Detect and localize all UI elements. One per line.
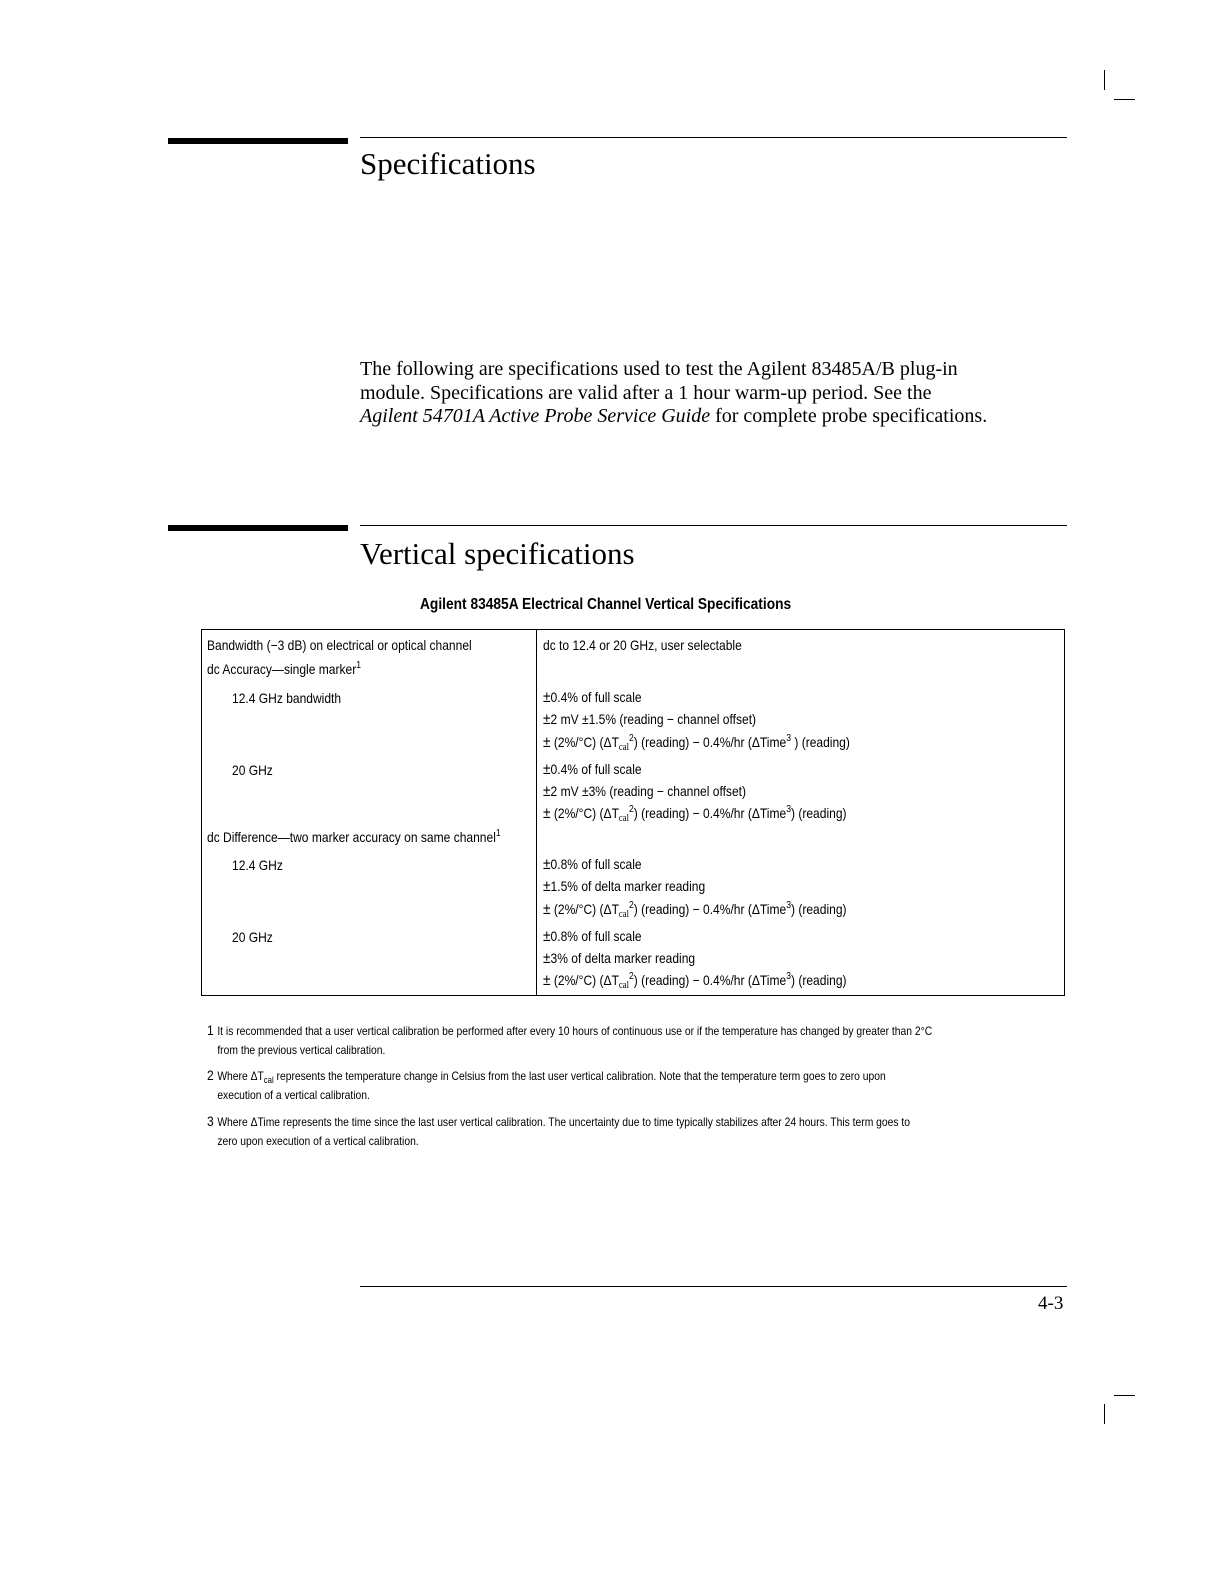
value-text: 0.8% of full scale xyxy=(550,856,642,872)
footnote-text: Where ΔTime represents the time since the last user vertical calibration. The uncertainty due to time typically stabilizes after 24 hours. This term goes to xyxy=(217,1115,911,1129)
value-text: ) (reading) xyxy=(790,734,850,750)
footnote-ref-1: 1 xyxy=(356,660,362,671)
footnote-text: It is recommended that a user vertical calibration be performed after every 10 hours of continuous use or if the temperature has changed by greater than 2°C xyxy=(217,1024,933,1038)
intro-paragraph xyxy=(360,358,1080,429)
intro-line-3 xyxy=(360,405,1080,429)
dc-difference-label xyxy=(207,829,501,845)
footnote-2-line-1 xyxy=(207,1066,1067,1086)
diff124-delta xyxy=(543,878,705,896)
footnote-1-line-2: from the previous vertical calibration. xyxy=(217,1043,386,1057)
value-text: ) (reading) − 0.4%/hr (ΔTime xyxy=(633,972,787,988)
subscript-cal: cal xyxy=(618,742,629,753)
guide-title: Agilent 54701A Active Probe Service Guide xyxy=(360,405,711,427)
plus-minus-glyph: ± xyxy=(543,878,551,895)
value-text: ) (reading) xyxy=(790,805,847,821)
diff20-delta xyxy=(543,950,695,968)
value-text: ) (reading) xyxy=(790,901,847,917)
bandwidth-value: dc to 12.4 or 20 GHz, user selectable xyxy=(543,637,742,653)
crop-mark-bottom-right-horizontal xyxy=(1114,1395,1135,1396)
value-text: (2%/°C) (ΔT xyxy=(550,734,619,750)
value-text: 2 mV ±1.5% (reading − channel offset) xyxy=(550,711,757,727)
plus-minus-glyph: ± xyxy=(543,761,551,778)
value-text: 1.5% of delta marker reading xyxy=(550,878,706,894)
subscript-cal: cal xyxy=(618,909,629,920)
diff124-temperature-term xyxy=(543,901,847,919)
plus-minus-glyph: ± xyxy=(543,805,551,822)
plus-minus-glyph: ± xyxy=(543,711,551,728)
subscript-cal: cal xyxy=(618,980,629,991)
footnote-3-line-1 xyxy=(207,1112,1067,1132)
acc20-offset xyxy=(543,783,746,801)
footnote-ref-2: 2 xyxy=(628,900,634,911)
page-title: Specifications xyxy=(360,146,536,181)
footnote-number: 3 xyxy=(207,1113,214,1129)
acc124-temperature-term xyxy=(543,734,850,752)
plus-minus-glyph: ± xyxy=(543,950,551,967)
plus-minus-glyph: ± xyxy=(543,783,551,800)
footnote-3 xyxy=(207,1112,1207,1151)
plus-minus-glyph: ± xyxy=(543,901,551,918)
footnote-number: 2 xyxy=(207,1067,214,1083)
row-label-12-4-ghz-bandwidth: 12.4 GHz bandwidth xyxy=(232,690,342,706)
footnote-ref-3: 3 xyxy=(786,900,791,911)
footnote-1 xyxy=(207,1021,1207,1060)
diff20-full-scale xyxy=(543,928,642,946)
section-rule-vertical xyxy=(360,525,1067,526)
section-rule-specifications xyxy=(360,137,1067,138)
footnote-2 xyxy=(207,1066,1207,1105)
footnote-text: represents the temperature change in Celsius from the last user vertical calibration. Note that the temperature term goes to zero upon xyxy=(273,1069,886,1083)
value-text: (2%/°C) (ΔT xyxy=(550,972,619,988)
footnote-ref-2: 2 xyxy=(628,971,634,982)
row-label-20-ghz-difference: 20 GHz xyxy=(232,929,273,945)
section-title-vertical: Vertical specifications xyxy=(360,536,635,571)
footnote-3-line-2: zero upon execution of a vertical calibration. xyxy=(217,1134,419,1148)
acc124-offset xyxy=(543,711,756,729)
crop-mark-top-right-horizontal xyxy=(1114,99,1135,100)
value-text: 3% of delta marker reading xyxy=(550,950,696,966)
section-bar-vertical xyxy=(168,525,348,531)
footnote-ref-2: 2 xyxy=(628,804,634,815)
intro-line-3-tail: for complete probe specifications. xyxy=(710,405,988,427)
value-text: 0.8% of full scale xyxy=(550,928,642,944)
footnote-ref-3: 3 xyxy=(786,804,791,815)
footer-rule xyxy=(360,1286,1067,1287)
plus-minus-glyph: ± xyxy=(543,972,551,989)
value-text: ) (reading) xyxy=(790,972,847,988)
dc-accuracy-text: dc Accuracy—single marker xyxy=(207,661,357,677)
intro-line-2: module. Specifications are valid after a 1 hour warm-up period. See the xyxy=(360,381,932,404)
acc20-temperature-term xyxy=(543,805,847,823)
bandwidth-label: Bandwidth (−3 dB) on electrical or optical channel xyxy=(207,637,472,653)
row-label-20-ghz-accuracy: 20 GHz xyxy=(232,762,273,778)
footnote-ref-2: 2 xyxy=(628,733,634,744)
diff124-full-scale xyxy=(543,856,642,874)
dc-accuracy-label xyxy=(207,661,361,677)
footnote-ref-3: 3 xyxy=(786,733,791,744)
value-text: ) (reading) − 0.4%/hr (ΔTime xyxy=(633,805,787,821)
value-text: (2%/°C) (ΔT xyxy=(550,901,619,917)
crop-mark-top-right-vertical xyxy=(1104,70,1105,90)
plus-minus-glyph: ± xyxy=(543,856,551,873)
intro-line-1: The following are specifications used to test the Agilent 83485A/B plug-in xyxy=(360,358,958,380)
footnote-ref-1: 1 xyxy=(495,828,501,839)
value-text: (2%/°C) (ΔT xyxy=(550,805,619,821)
value-text: 0.4% of full scale xyxy=(550,761,642,777)
footnote-2-line-2: execution of a vertical calibration. xyxy=(217,1088,370,1102)
plus-minus-glyph: ± xyxy=(543,928,551,945)
page-number: 4-3 xyxy=(1038,1293,1064,1314)
value-text: ) (reading) − 0.4%/hr (ΔTime xyxy=(633,901,787,917)
dc-difference-text: dc Difference—two marker accuracy on same channel xyxy=(207,829,496,845)
value-text: 0.4% of full scale xyxy=(550,689,642,705)
crop-mark-bottom-right-vertical xyxy=(1104,1404,1105,1424)
table-column-divider xyxy=(536,629,537,996)
acc20-full-scale xyxy=(543,761,642,779)
subscript-cal: cal xyxy=(618,813,629,824)
footnote-ref-3: 3 xyxy=(786,971,791,982)
value-text: 2 mV ±3% (reading − channel offset) xyxy=(550,783,747,799)
plus-minus-glyph: ± xyxy=(543,689,551,706)
row-label-12-4-ghz-difference: 12.4 GHz xyxy=(232,857,283,873)
acc124-full-scale xyxy=(543,689,642,707)
footnote-number: 1 xyxy=(207,1022,214,1038)
footnote-text: Where ΔT xyxy=(217,1069,264,1083)
table-caption: Agilent 83485A Electrical Channel Vertical Specifications xyxy=(420,596,792,613)
subscript-cal: cal xyxy=(263,1075,274,1085)
section-bar-specifications xyxy=(168,138,348,144)
plus-minus-glyph: ± xyxy=(543,734,551,751)
footnote-1-line-1 xyxy=(207,1021,1067,1041)
diff20-temperature-term xyxy=(543,972,847,990)
value-text: ) (reading) − 0.4%/hr (ΔTime xyxy=(633,734,787,750)
